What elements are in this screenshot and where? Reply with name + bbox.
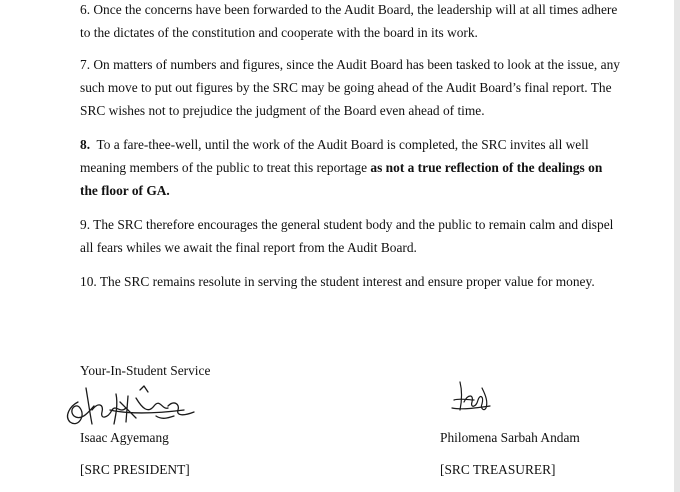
paragraph-8 bbox=[80, 133, 620, 202]
president-name: Isaac Agyemang bbox=[80, 430, 169, 445]
paragraph-9: 9. The SRC therefore encourages the general student body and the public to remain calm and dispel all fears whiles we await the final report from the Audit Board. bbox=[80, 217, 614, 255]
treasurer-role: [SRC TREASURER] bbox=[440, 462, 556, 477]
closing-salutation: Your-In-Student Service bbox=[80, 363, 211, 378]
paragraph-6: 6. Once the concerns have been forwarded to the Audit Board, the leadership will at all times adhere to the dictates of the constitution and cooperate with the board in its work. bbox=[80, 2, 618, 40]
president-signature bbox=[56, 380, 206, 432]
president-role: [SRC PRESIDENT] bbox=[80, 462, 190, 477]
paragraph-7: 7. On matters of numbers and figures, since the Audit Board has been tasked to look at the issue, any such move to put out figures by the SRC may be going ahead of the Audit Board’s final report. The SRC wishes not to prejudice the judgment of the Board even ahead of time. bbox=[80, 57, 620, 118]
paragraph-8-text: To a fare-thee-well, until the work of the Audit Board is completed, the SRC invites all well meaning members of the public to treat this reportage bbox=[80, 137, 589, 175]
treasurer-signature bbox=[446, 378, 496, 418]
paragraph-10: 10. The SRC remains resolute in serving the student interest and ensure proper value for money. bbox=[80, 274, 595, 289]
page-edge bbox=[674, 0, 680, 492]
treasurer-name: Philomena Sarbah Andam bbox=[440, 430, 580, 445]
paragraph-8-emphasis: as not a true reflection of the dealings on the floor of GA. bbox=[80, 160, 603, 198]
paragraph-8-number: 8. bbox=[80, 137, 91, 152]
